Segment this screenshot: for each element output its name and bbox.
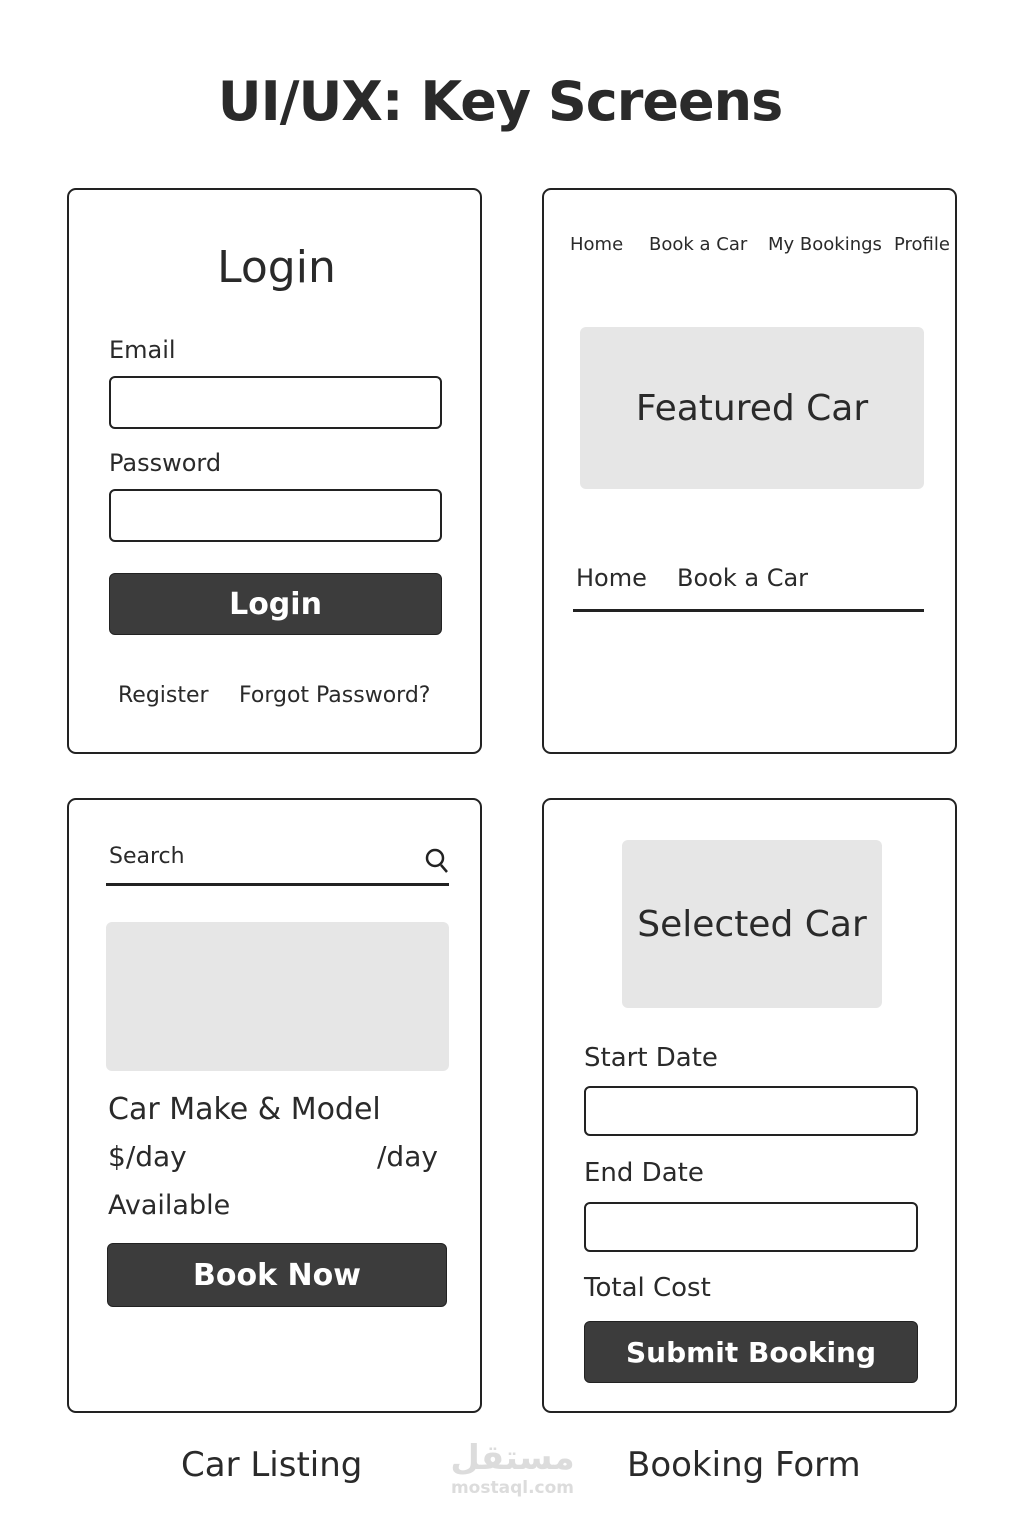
selected-car-placeholder: Selected Car	[622, 840, 882, 1008]
search-icon[interactable]	[425, 848, 449, 874]
watermark-arabic: مستقل	[450, 1438, 575, 1478]
tab-underline	[573, 609, 924, 612]
email-field[interactable]	[109, 376, 442, 429]
watermark-site: mostaql.com	[450, 1478, 575, 1498]
search-input[interactable]	[106, 840, 449, 886]
total-cost-label: Total Cost	[584, 1273, 711, 1303]
car-price: $/day	[108, 1140, 187, 1173]
car-image-placeholder	[106, 922, 449, 1071]
car-listing-caption: Car Listing	[181, 1445, 363, 1485]
featured-car-placeholder[interactable]: Featured Car	[580, 327, 924, 489]
end-date-label: End Date	[584, 1158, 704, 1188]
car-name: Car Make & Model	[108, 1092, 381, 1127]
end-date-field[interactable]	[584, 1202, 918, 1252]
nav-home[interactable]: Home	[570, 234, 624, 255]
booking-form-caption: Booking Form	[627, 1445, 861, 1485]
nav-my-bookings[interactable]: My Bookings	[768, 234, 882, 255]
car-listing-screen	[67, 798, 482, 1413]
nav-book-a-car[interactable]: Book a Car	[649, 234, 748, 255]
search-placeholder: Search	[109, 844, 185, 869]
start-date-field[interactable]	[584, 1086, 918, 1136]
page-title: UI/UX: Key Screens	[217, 70, 783, 133]
forgot-password-link[interactable]: Forgot Password?	[239, 683, 431, 708]
login-button[interactable]: Login	[109, 573, 442, 635]
login-heading: Login	[217, 242, 336, 293]
submit-booking-button[interactable]: Submit Booking	[584, 1321, 918, 1383]
start-date-label: Start Date	[584, 1043, 718, 1073]
watermark-logo	[445, 1438, 580, 1498]
password-field[interactable]	[109, 489, 442, 542]
availability-status: Available	[108, 1190, 231, 1221]
home-screen	[542, 188, 957, 754]
password-label: Password	[109, 449, 222, 477]
tab-home[interactable]: Home	[576, 564, 647, 592]
booking-form-screen	[542, 798, 957, 1413]
nav-profile[interactable]: Profile	[894, 234, 950, 255]
car-price-right: /day	[377, 1140, 438, 1173]
register-link[interactable]: Register	[118, 683, 209, 708]
login-screen	[67, 188, 482, 754]
email-label: Email	[109, 336, 176, 364]
book-now-button[interactable]: Book Now	[107, 1243, 447, 1307]
tab-book-a-car[interactable]: Book a Car	[677, 564, 809, 592]
